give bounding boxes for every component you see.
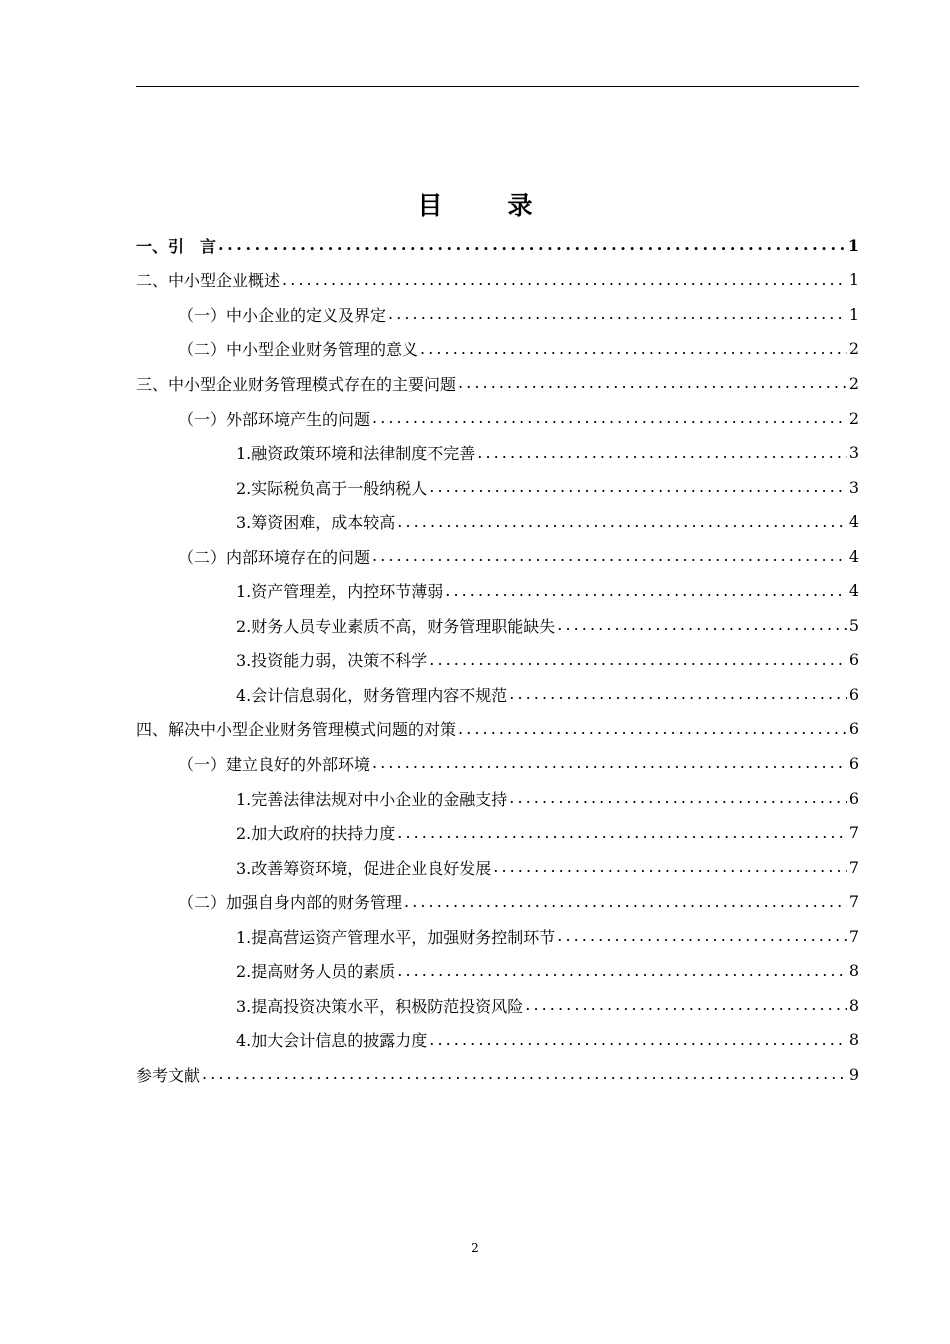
dot-leader — [282, 270, 847, 290]
dot-leader — [493, 857, 847, 877]
dot-leader — [404, 892, 847, 912]
toc-entry[interactable] — [136, 712, 859, 747]
toc-entry-label: 四、解决中小型企业财务管理模式问题的对策 — [136, 720, 457, 740]
toc-entry-page: 6 — [848, 650, 859, 670]
toc-entry-page: 9 — [848, 1064, 859, 1084]
toc-entry[interactable] — [136, 781, 859, 816]
toc-entry-label: 2.财务人员专业素质不高，财务管理职能缺失 — [236, 616, 556, 636]
dot-leader — [429, 477, 847, 497]
dot-leader — [372, 546, 847, 566]
dot-leader — [429, 1030, 847, 1050]
toc-entry-label: 3.投资能力弱，决策不科学 — [236, 651, 428, 671]
toc-entry[interactable] — [136, 366, 859, 401]
toc-entry-label: （一）中小企业的定义及界定 — [178, 305, 387, 325]
toc-entry[interactable] — [136, 332, 859, 367]
toc-entry[interactable] — [136, 746, 859, 781]
toc-entry-page: 3 — [848, 443, 859, 463]
dot-leader — [509, 788, 847, 808]
toc-entry-page: 4 — [848, 546, 859, 566]
toc-entry-label: 三、中小型企业财务管理模式存在的主要问题 — [136, 374, 457, 394]
toc-entry-page: 7 — [848, 892, 859, 912]
toc-entry-page: 1 — [848, 270, 859, 290]
toc-entry-page: 7 — [848, 823, 859, 843]
toc-entry-label: 一、引 言 — [136, 236, 217, 256]
toc-entry-page: 6 — [848, 684, 859, 704]
dot-leader — [525, 995, 847, 1015]
toc-entry[interactable] — [136, 919, 859, 954]
toc-entry-page: 8 — [848, 1030, 859, 1050]
toc-title: 目 录 — [417, 191, 553, 220]
dot-leader — [218, 235, 846, 255]
toc-entry-page: 8 — [848, 961, 859, 981]
page-number: 2 — [471, 1241, 479, 1255]
toc-entry[interactable] — [136, 953, 859, 988]
toc-entry[interactable] — [136, 677, 859, 712]
toc-entry[interactable] — [136, 263, 859, 298]
toc-entry[interactable] — [136, 643, 859, 678]
toc-entry[interactable] — [136, 435, 859, 470]
toc-entry-label: 2.提高财务人员的素质 — [236, 962, 396, 982]
dot-leader — [458, 373, 847, 393]
dot-leader — [509, 684, 847, 704]
toc-entry-label: 3.改善筹资环境，促进企业良好发展 — [236, 858, 492, 878]
toc-entry-page: 2 — [848, 339, 859, 359]
toc-entry-label: 2.实际税负高于一般纳税人 — [236, 478, 428, 498]
dot-leader — [397, 823, 847, 843]
header-rule — [136, 86, 859, 87]
toc-entry-label: 参考文献 — [136, 1065, 201, 1085]
toc-entry-page: 6 — [848, 719, 859, 739]
toc-entry-page: 3 — [848, 477, 859, 497]
toc-entry-label: 1.资产管理差，内控环节薄弱 — [236, 582, 444, 602]
toc-entry-page: 6 — [848, 788, 859, 808]
dot-leader — [445, 581, 847, 601]
toc-entry-page: 6 — [848, 753, 859, 773]
table-of-contents — [136, 228, 859, 1092]
toc-entry-page: 2 — [848, 408, 859, 428]
dot-leader — [458, 719, 847, 739]
toc-entry-label: （二）内部环境存在的问题 — [178, 547, 371, 567]
toc-entry-label: 2.加大政府的扶持力度 — [236, 824, 396, 844]
toc-entry-page: 5 — [848, 615, 859, 635]
toc-entry[interactable] — [136, 573, 859, 608]
toc-entry-label: 1.融资政策环境和法律制度不完善 — [236, 444, 476, 464]
toc-entry-label: 3.提高投资决策水平，积极防范投资风险 — [236, 996, 524, 1016]
toc-entry[interactable] — [136, 297, 859, 332]
toc-entry-label: 1.完善法律法规对中小企业的金融支持 — [236, 789, 508, 809]
toc-entry-page: 7 — [848, 857, 859, 877]
dot-leader — [557, 615, 847, 635]
toc-entry-label: 二、中小型企业概述 — [136, 271, 281, 291]
toc-entry[interactable] — [136, 850, 859, 885]
dot-leader — [420, 339, 847, 359]
dot-leader — [372, 408, 847, 428]
toc-entry-label: （二）加强自身内部的财务管理 — [178, 893, 403, 913]
toc-entry-page: 4 — [848, 512, 859, 532]
toc-entry-label: （一）建立良好的外部环境 — [178, 754, 371, 774]
toc-entry-page: 8 — [848, 995, 859, 1015]
dot-leader — [557, 926, 847, 946]
dot-leader — [477, 443, 847, 463]
toc-entry[interactable] — [136, 228, 859, 263]
toc-entry[interactable] — [136, 470, 859, 505]
toc-entry[interactable] — [136, 1057, 859, 1092]
toc-entry-label: 1.提高营运资产管理水平，加强财务控制环节 — [236, 927, 556, 947]
dot-leader — [372, 753, 847, 773]
dot-leader — [397, 512, 847, 532]
toc-entry[interactable] — [136, 608, 859, 643]
toc-entry-page: 7 — [848, 926, 859, 946]
toc-entry-label: （一）外部环境产生的问题 — [178, 409, 371, 429]
dot-leader — [397, 961, 847, 981]
toc-entry-label: 4.会计信息弱化，财务管理内容不规范 — [236, 685, 508, 705]
toc-entry[interactable] — [136, 815, 859, 850]
dot-leader — [202, 1064, 847, 1084]
toc-entry[interactable] — [136, 884, 859, 919]
toc-entry[interactable] — [136, 988, 859, 1023]
toc-entry-label: （二）中小型企业财务管理的意义 — [178, 340, 419, 360]
toc-entry[interactable] — [136, 504, 859, 539]
toc-entry[interactable] — [136, 539, 859, 574]
toc-entry[interactable] — [136, 1023, 859, 1058]
dot-leader — [388, 304, 847, 324]
toc-entry-page: 2 — [848, 373, 859, 393]
toc-entry-page: 4 — [848, 581, 859, 601]
toc-entry-page: 1 — [847, 235, 859, 255]
dot-leader — [429, 650, 847, 670]
toc-entry-label: 4.加大会计信息的披露力度 — [236, 1031, 428, 1051]
toc-entry-page: 1 — [848, 304, 859, 324]
toc-entry[interactable] — [136, 401, 859, 436]
toc-entry-label: 3.筹资困难，成本较高 — [236, 513, 396, 533]
